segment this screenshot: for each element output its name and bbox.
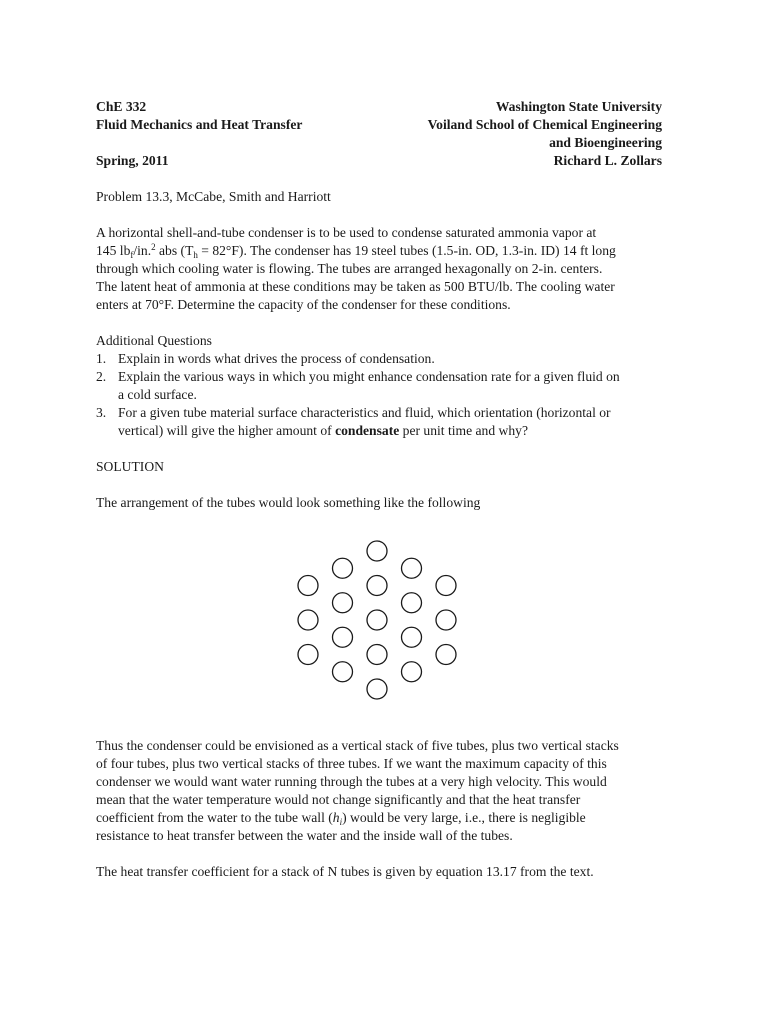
tube-circle xyxy=(333,662,353,682)
problem-statement xyxy=(96,224,662,314)
tube-circle xyxy=(436,576,456,596)
document-page xyxy=(96,98,662,512)
additional-questions xyxy=(96,332,662,440)
header-row-2 xyxy=(96,116,662,134)
tube-circle xyxy=(402,662,422,682)
question-item: 2. Explain the various ways in which you might enhance condensation rate for a given fluid on a cold surface. xyxy=(96,369,620,402)
tube-circle xyxy=(333,558,353,578)
solution-intro: The arrangement of the tubes would look something like the following xyxy=(96,495,481,510)
tube-circle xyxy=(402,627,422,647)
tube-arrangement-diagram xyxy=(290,538,466,702)
header-row-4 xyxy=(96,152,662,170)
solution-heading: SOLUTION xyxy=(96,459,164,474)
instructor-name: Richard L. Zollars xyxy=(553,153,662,168)
solution-body xyxy=(96,737,676,881)
additional-questions-heading: Additional Questions xyxy=(96,333,212,348)
solution-paragraph: The heat transfer coefficient for a stack of N tubes is given by equation 13.17 from the text. xyxy=(96,864,594,879)
tube-circle xyxy=(298,610,318,630)
solution-paragraph: Thus the condenser could be envisioned as a vertical stack of five tubes, plus two vertical stacks of four tubes, plus two vertical stacks of three tubes. If we want the maximum capacity of this condenser we would want water running through the tubes at a very high velocity. This would mean that the water temperature would not change significantly and that the heat transfer coefficient from the water to the tube wall $(h_i)$ would be very large, i.e., there is negligible resistance to heat transfer between the water and the inside wall of the tubes. xyxy=(96,738,619,843)
course-title: Fluid Mechanics and Heat Transfer xyxy=(96,117,303,132)
tube-circle xyxy=(436,610,456,630)
tube-circle xyxy=(367,541,387,561)
question-item: 3. For a given tube material surface characteristics and fluid, which orientation (horizontal or vertical) will give the higher amount of condensate per unit time and why? xyxy=(96,405,611,438)
tube-circle xyxy=(298,645,318,665)
course-number: ChE 332 xyxy=(96,99,147,114)
problem-line: 145 $lb_f/in.^2$ abs $(T_h = 82^\circ F)$. The condenser has 19 steel tubes (1.5-in. OD, 1.3-in. ID) 14 ft long xyxy=(96,242,616,260)
tube-circle xyxy=(367,679,387,699)
problem-line: The latent heat of ammonia at these conditions may be taken as 500 BTU/lb. The cooling water xyxy=(96,279,615,294)
tube-circle xyxy=(436,645,456,665)
header-row-1 xyxy=(96,98,662,116)
problem-line: A horizontal shell-and-tube condenser is to be used to condense saturated ammonia vapor at xyxy=(96,225,597,240)
header-row-3 xyxy=(96,134,662,152)
tube-circle xyxy=(402,593,422,613)
question-list xyxy=(96,350,662,440)
problem-line: enters at 70°F. Determine the capacity of the condenser for these conditions. xyxy=(96,297,511,312)
problem-title: Problem 13.3, McCabe, Smith and Harriott xyxy=(96,189,331,204)
tube-circle xyxy=(333,627,353,647)
school-name-continued: and Bioengineering xyxy=(549,135,662,150)
tube-circle xyxy=(367,576,387,596)
tube-circle xyxy=(402,558,422,578)
tube-circle xyxy=(333,593,353,613)
term: Spring, 2011 xyxy=(96,153,169,168)
question-item: 1. Explain in words what drives the process of condensation. xyxy=(96,351,435,366)
university-name: Washington State University xyxy=(495,99,662,114)
tube-circle xyxy=(367,610,387,630)
school-name: Voiland School of Chemical Engineering xyxy=(427,117,662,132)
tube-circle xyxy=(367,645,387,665)
tube-circle xyxy=(298,576,318,596)
problem-line: through which cooling water is flowing. The tubes are arranged hexagonally on 2-in. centers. xyxy=(96,261,603,276)
